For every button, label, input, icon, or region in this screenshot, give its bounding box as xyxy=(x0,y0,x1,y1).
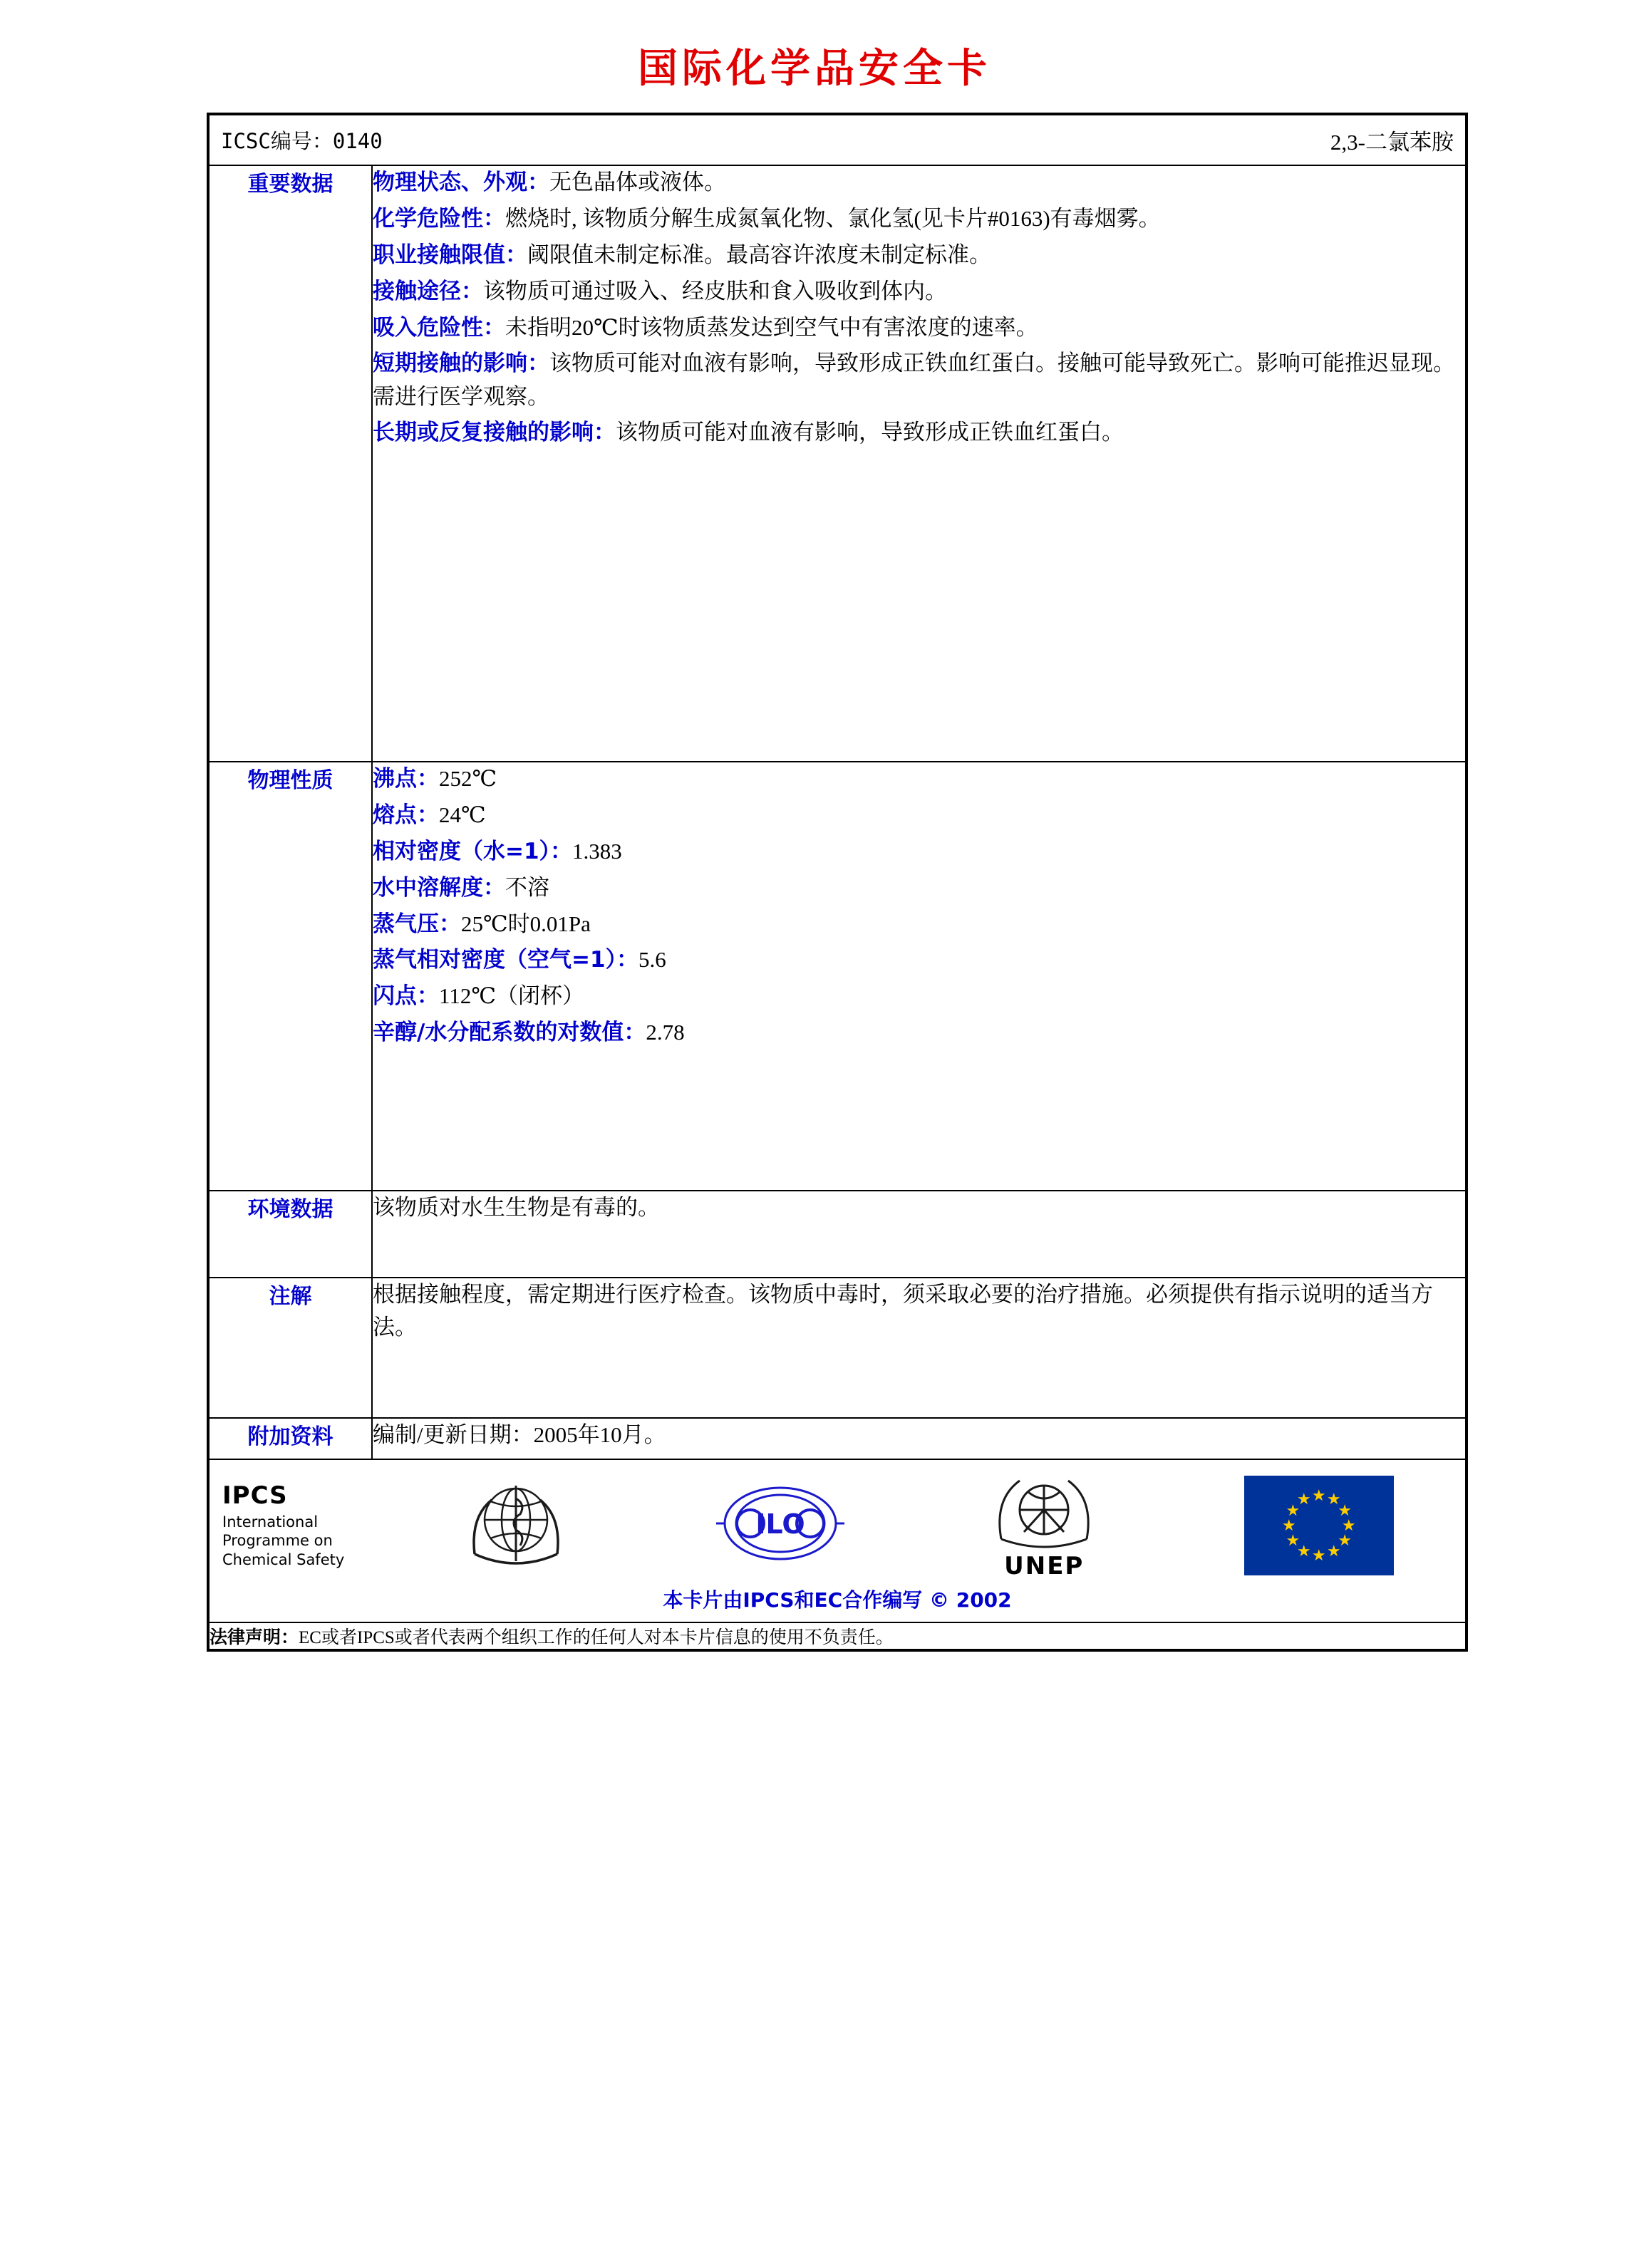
eu-star: ★ xyxy=(1326,1541,1341,1560)
item-value: 该物质可能对血液有影响，导致形成正铁血红蛋白。 xyxy=(616,420,1124,445)
environmental-data-content: 该物质对水生生物是有毒的。 xyxy=(372,1191,1467,1278)
notes-content: 根据接触程度，需定期进行医疗检查。该物质中毒时，须采取必要的治疗措施。必须提供有指示说明的适当方法。 xyxy=(372,1278,1467,1418)
item-key: 蒸气压： xyxy=(373,911,461,937)
eu-star: ★ xyxy=(1286,1531,1300,1549)
eu-star: ★ xyxy=(1311,1486,1326,1504)
item-key: 吸入危险性： xyxy=(373,314,505,341)
data-item xyxy=(373,871,1465,905)
item-key: 物理状态、外观： xyxy=(373,170,549,195)
ipcs-full-name xyxy=(222,1513,388,1569)
eu-star: ★ xyxy=(1296,1490,1311,1508)
notes-label: 注解 xyxy=(208,1278,372,1418)
item-key: 闪点： xyxy=(373,983,439,1010)
legal-notice xyxy=(208,1622,1467,1650)
legal-row xyxy=(208,1622,1467,1650)
item-value: 5.6 xyxy=(638,947,666,973)
legal-text: EC或者IPCS或者代表两个组织工作的任何人对本卡片信息的使用不负责任。 xyxy=(299,1628,894,1647)
data-item xyxy=(373,1016,1465,1050)
data-item xyxy=(373,799,1465,832)
ipcs-line-2: Programme on xyxy=(222,1532,333,1550)
card-header-row xyxy=(208,114,1467,165)
data-item xyxy=(373,347,1465,413)
item-value: 252℃ xyxy=(439,766,497,791)
important-data-row xyxy=(208,165,1467,762)
footer-cell xyxy=(208,1459,1467,1622)
eu-flag xyxy=(1244,1476,1394,1575)
data-item xyxy=(373,416,1465,450)
item-value: 不溶 xyxy=(505,874,549,900)
eu-star: ★ xyxy=(1281,1516,1296,1534)
who-logo xyxy=(459,1470,573,1580)
footer-logo-row xyxy=(208,1459,1467,1622)
eu-star: ★ xyxy=(1326,1490,1341,1508)
item-key: 相对密度（水=1）： xyxy=(373,838,573,864)
item-value: 24℃ xyxy=(439,802,486,827)
data-item xyxy=(373,908,1465,941)
additional-info-content: 编制/更新日期：2005年10月。 xyxy=(372,1418,1467,1459)
item-value: 无色晶体或液体。 xyxy=(549,170,726,195)
item-key: 长期或反复接触的影响： xyxy=(373,420,616,446)
eu-star: ★ xyxy=(1338,1531,1352,1549)
item-value: 未指明20℃时该物质蒸发达到空气中有害浓度的速率。 xyxy=(505,314,1038,340)
data-item xyxy=(373,311,1465,345)
logo-strip xyxy=(388,1470,1465,1580)
environmental-data-row xyxy=(208,1191,1467,1278)
item-key: 化学危险性： xyxy=(373,205,505,232)
data-item xyxy=(373,762,1465,796)
eu-star: ★ xyxy=(1341,1516,1356,1534)
ipcs-block xyxy=(210,1481,388,1569)
notes-row xyxy=(208,1278,1467,1418)
data-item xyxy=(373,239,1465,272)
data-item xyxy=(373,275,1465,309)
additional-info-label: 附加资料 xyxy=(208,1418,372,1459)
item-key: 蒸气相对密度（空气=1）： xyxy=(373,947,639,973)
item-key: 职业接触限值： xyxy=(373,242,527,268)
icsc-number-value: 0140 xyxy=(332,129,383,153)
ipcs-line-1: International xyxy=(222,1513,319,1531)
data-item xyxy=(373,980,1465,1013)
item-key: 水中溶解度： xyxy=(373,874,505,901)
environmental-data-label: 环境数据 xyxy=(208,1191,372,1278)
important-data-content xyxy=(372,165,1467,762)
ipcs-acronym: IPCS xyxy=(222,1481,288,1511)
icsc-number-label: ICSC编号： xyxy=(221,129,333,153)
item-key: 短期接触的影响： xyxy=(373,351,549,377)
physical-properties-row xyxy=(208,762,1467,1191)
unep-logo xyxy=(987,1471,1101,1580)
substance-name: 2,3-二氯苯胺 xyxy=(1330,130,1454,155)
data-item xyxy=(373,202,1465,236)
ilo-logo xyxy=(716,1474,844,1577)
item-key: 熔点： xyxy=(373,802,439,828)
physical-properties-content xyxy=(372,762,1467,1191)
eu-star: ★ xyxy=(1311,1545,1326,1564)
icsc-table xyxy=(207,113,1468,1652)
item-value: 25℃时0.01Pa xyxy=(461,911,591,936)
item-value: 该物质可通过吸入、经皮肤和食入吸收到体内。 xyxy=(483,278,947,304)
item-key: 沸点： xyxy=(373,766,439,792)
data-item xyxy=(373,943,1465,977)
item-value: 112℃（闭杯） xyxy=(439,983,585,1009)
data-item xyxy=(373,835,1465,869)
svg-text:ILO: ILO xyxy=(755,1508,805,1540)
page-title: 国际化学品安全卡 xyxy=(638,46,991,92)
data-item xyxy=(373,166,1465,200)
eu-star: ★ xyxy=(1296,1541,1311,1560)
item-key: 接触途径： xyxy=(373,278,483,304)
ipcs-line-3: Chemical Safety xyxy=(222,1550,345,1568)
additional-info-row xyxy=(208,1418,1467,1459)
item-key: 辛醇/水分配系数的对数值： xyxy=(373,1020,646,1046)
legal-label: 法律声明： xyxy=(210,1627,299,1647)
item-value: 2.78 xyxy=(646,1020,685,1045)
important-data-label: 重要数据 xyxy=(208,165,372,762)
item-value: 燃烧时, 该物质分解生成氮氧化物、氯化氢(见卡片#0163)有毒烟雾。 xyxy=(505,205,1161,231)
eu-star: ★ xyxy=(1338,1501,1352,1519)
item-value: 该物质可能对血液有影响，导致形成正铁血红蛋白。接触可能导致死亡。影响可能推迟显现。需进行医学观察。 xyxy=(373,351,1455,410)
card-credit: 本卡片由IPCS和EC合作编写 © 2002 xyxy=(663,1588,1012,1612)
physical-properties-label: 物理性质 xyxy=(208,762,372,1191)
item-value: 1.383 xyxy=(572,838,622,864)
unep-label: UNEP xyxy=(1004,1551,1085,1580)
eu-star: ★ xyxy=(1286,1501,1300,1519)
item-value: 阈限值未制定标准。最高容许浓度未制定标准。 xyxy=(527,242,991,267)
icsc-number-block xyxy=(221,125,383,155)
